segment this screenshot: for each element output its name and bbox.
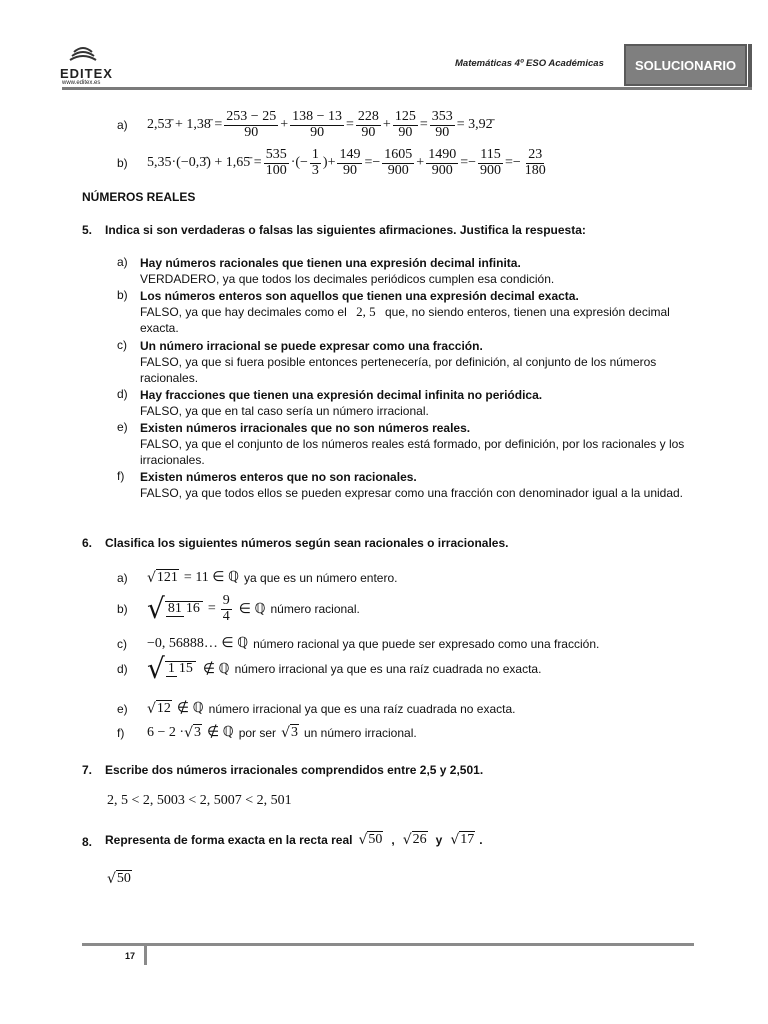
q5-b	[140, 288, 695, 336]
footer-rule	[82, 943, 694, 946]
q5-a	[140, 255, 695, 287]
q7-number: 7.	[82, 763, 93, 777]
q5-c	[140, 338, 695, 386]
q6-e-in: ∉ ℚ	[176, 701, 204, 716]
q5-b-statement: Los números enteros son aquellos que tienen una expresión decimal exacta.	[140, 289, 579, 303]
q6-e-label: e)	[117, 701, 128, 716]
radical-icon: √	[147, 592, 165, 626]
q5-f-statement: Existen números enteros que no son racionales.	[140, 470, 417, 484]
frac: $\frac{1}{3}$	[311, 147, 319, 178]
badge-edge	[748, 44, 752, 90]
section-title: NÚMEROS REALES	[82, 190, 196, 204]
q8-sep1: ,	[391, 832, 395, 847]
q6-f-pre: 6 − 2 ·	[147, 724, 185, 740]
q6-a-label: a)	[117, 570, 128, 585]
frac: $\frac{353}{90}$	[431, 109, 453, 140]
radical-icon: √	[450, 831, 460, 848]
q6-a-math: = 11 ∈ ℚ	[183, 570, 240, 585]
q6-f-text2: un número irracional.	[303, 725, 417, 740]
q8-title-row	[105, 831, 483, 848]
q6-b-in: ∈ ℚ	[238, 601, 266, 617]
q6-b-frac: $\frac{9}{4}$	[222, 593, 230, 624]
q6-f-label: f)	[117, 725, 125, 740]
radical-icon: √	[147, 652, 165, 685]
q7-answer: 2, 5 < 2, 5003 < 2, 5007 < 2, 501	[107, 793, 292, 808]
header-title: Matemáticas 4º ESO Académicas	[455, 58, 604, 69]
q5-d-label: d)	[117, 387, 128, 401]
q5-f	[140, 469, 695, 501]
expr-b-start: 5,35·(−0,3̄) + 1,65̄ =	[147, 155, 262, 171]
q8-answer-radicand: 50	[116, 871, 131, 886]
frac: $\frac{149}{90}$	[339, 147, 361, 178]
q5-c-statement: Un número irracional se puede expresar como una fracción.	[140, 339, 483, 353]
q5-e-statement: Existen números irracionales que no son números reales.	[140, 421, 471, 435]
q6-b-radicand: 81 16	[165, 601, 203, 617]
q6-a	[117, 569, 397, 586]
q5-f-answer: FALSO, ya que todos ellos se pueden expresar como una fracción con denominador igual a la unidad.	[140, 486, 684, 500]
q6-d-in: ∉ ℚ	[202, 661, 230, 677]
radical-icon: √	[107, 870, 116, 887]
q5-c-answer: FALSO, ya que si fuera posible entonces pertenecería, por definición, al conjunto de los números racionales.	[140, 355, 657, 385]
expr-b: b) 5,35·(−0,3̄) + 1,65̄ = $\frac{535}{100}$ ·(− $\frac{1}{3}$ )+ $\frac{149}{90}$ =− $\frac{1605}{900}$ + $\frac{1490}{900}$ =− $\frac{115}{900}$ =− $\frac{23}{180}$	[117, 147, 546, 178]
frac: $\frac{115}{900}$	[479, 147, 501, 178]
radical-icon: √	[147, 569, 156, 586]
q6-c-label: c)	[117, 636, 127, 651]
frac: $\frac{125}{90}$	[394, 109, 416, 140]
q8-r3: 17	[460, 832, 475, 847]
q6-e-text: número irracional ya que es una raíz cuadrada no exacta.	[208, 701, 516, 716]
frac: $\frac{535}{100}$	[265, 147, 287, 178]
frac: $\frac{253 - 25}{90}$	[226, 109, 277, 140]
q6-b	[117, 594, 360, 624]
frac: $\frac{1605}{900}$	[384, 147, 413, 178]
q5-b-label: b)	[117, 288, 128, 302]
q8-r2: 26	[412, 832, 427, 847]
frac: $\frac{1490}{900}$	[428, 147, 457, 178]
q6-b-eq: =	[207, 601, 216, 617]
q6-f	[117, 724, 417, 741]
q6-a-text: ya que es un número entero.	[244, 570, 398, 585]
q6-b-text: número racional.	[270, 602, 360, 617]
radical-icon: √	[281, 724, 290, 741]
frac: $\frac{138 - 13}{90}$	[292, 109, 343, 140]
q5-number: 5.	[82, 223, 93, 237]
q6-c-text: número racional ya que puede ser expresado como una fracción.	[253, 636, 600, 651]
q6-e-radicand: 12	[156, 701, 171, 716]
book-icon	[68, 46, 98, 64]
q5-e-label: e)	[117, 420, 128, 434]
q5-a-statement: Hay números racionales que tienen una expresión decimal infinita.	[140, 256, 521, 270]
q5-title: Indica si son verdaderas o falsas las siguientes afirmaciones. Justifica la respuesta:	[105, 223, 586, 237]
q8-number: 8.	[82, 835, 93, 849]
q6-d	[117, 652, 542, 685]
logo-url: www.editex.es	[62, 80, 101, 86]
radical-icon: √	[358, 831, 368, 848]
q6-d-radicand: 1 15	[165, 661, 196, 677]
footer-tick	[144, 945, 147, 965]
q5-e-answer: FALSO, ya que el conjunto de los números reales está formado, por definición, por los racionales y los irracionales.	[140, 437, 685, 467]
logo-text: EDITEX	[60, 66, 113, 81]
q6-number: 6.	[82, 536, 93, 550]
radical-icon: √	[147, 700, 156, 717]
q6-d-label: d)	[117, 662, 128, 676]
q8-end: .	[479, 832, 483, 847]
q6-e	[117, 700, 516, 717]
label-a: a)	[117, 118, 128, 133]
frac: $\frac{23}{180}$	[524, 147, 546, 178]
label-b: b)	[117, 156, 128, 171]
expr-a-result: = 3,92̄	[456, 117, 493, 133]
q5-f-label: f)	[117, 469, 125, 483]
q5-d	[140, 387, 695, 419]
radical-icon: √	[402, 831, 412, 848]
header-rule	[62, 87, 752, 90]
q6-b-label: b)	[117, 602, 128, 617]
q6-a-radicand: 121	[156, 570, 178, 585]
q5-a-label: a)	[117, 255, 128, 269]
q8-sep2: y	[435, 832, 443, 847]
q6-f-radicand2: 3	[290, 725, 298, 740]
q6-c-math: −0, 56888… ∈ ℚ	[147, 636, 249, 651]
expr-a-start: 2,53̄ + 1,38̄ =	[147, 117, 223, 133]
solucionario-badge: SOLUCIONARIO	[624, 44, 747, 86]
q6-f-text: por ser	[238, 725, 277, 740]
editex-logo	[60, 44, 120, 90]
frac: $\frac{228}{90}$	[357, 109, 379, 140]
q8-answer	[107, 870, 132, 887]
q5-c-label: c)	[117, 338, 127, 352]
q5-a-answer: VERDADERO, ya que todos los decimales periódicos cumplen esa condición.	[140, 272, 555, 286]
q7-title: Escribe dos números irracionales comprendidos entre 2,5 y 2,501.	[105, 763, 484, 777]
expr-a: a) 2,53̄ + 1,38̄ = $\frac{253 - 25}{90}$ + $\frac{138 - 13}{90}$ = $\frac{228}{90}$ + $\frac{125}{90}$ = $\frac{353}{90}$ = 3,92̄	[117, 109, 493, 140]
q6-title: Clasifica los siguientes números según sean racionales o irracionales.	[105, 536, 509, 550]
q5-d-statement: Hay fracciones que tienen una expresión decimal infinita no periódica.	[140, 388, 543, 402]
page-number: 17	[125, 951, 136, 961]
q8-r1: 50	[368, 832, 383, 847]
q6-d-text: número irracional ya que es una raíz cuadrada no exacta.	[234, 662, 542, 676]
q6-f-radicand: 3	[193, 725, 201, 740]
q5-b-answer: FALSO, ya que hay decimales como el 2, 5 que, no siendo enteros, tienen una expresión decimal exacta.	[140, 304, 670, 335]
q8-title: Representa de forma exacta en la recta real	[105, 832, 353, 847]
radical-icon: √	[184, 724, 193, 741]
q6-f-in: ∉ ℚ	[206, 725, 234, 740]
q5-d-answer: FALSO, ya que en tal caso sería un número irracional.	[140, 404, 429, 418]
q5-e	[140, 420, 695, 468]
q6-c	[117, 635, 599, 652]
